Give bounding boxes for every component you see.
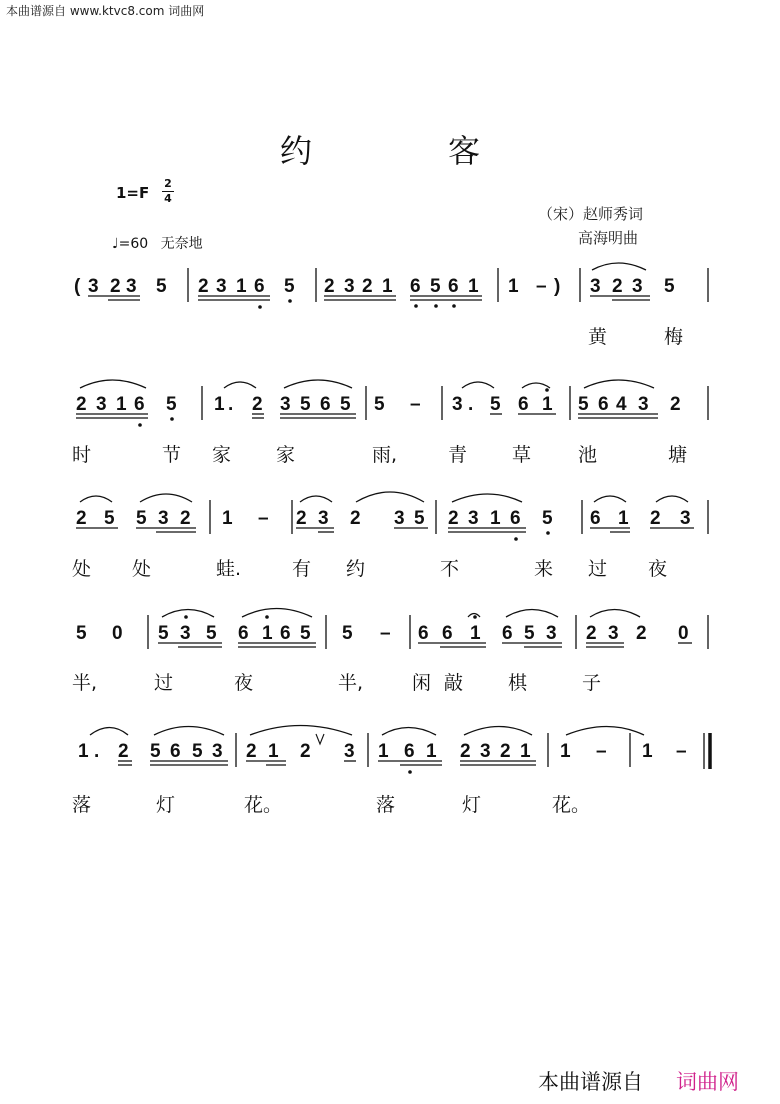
svg-text:–: –: [536, 276, 547, 297]
svg-text:6: 6: [598, 394, 609, 415]
svg-text:): ): [554, 276, 561, 297]
svg-text:2: 2: [460, 741, 471, 762]
svg-text:–: –: [410, 394, 421, 415]
lyric-4-4: 半,: [338, 672, 364, 694]
score-line-3: [76, 492, 708, 534]
svg-text:5: 5: [578, 394, 589, 415]
svg-text:2: 2: [362, 276, 373, 297]
svg-text:1: 1: [560, 741, 571, 762]
svg-text:5: 5: [490, 394, 501, 415]
svg-text:6: 6: [418, 623, 429, 644]
svg-text:1: 1: [490, 508, 501, 529]
lyric-2-2: 节: [162, 444, 182, 466]
svg-text:1: 1: [262, 623, 273, 644]
svg-text:5: 5: [542, 508, 553, 529]
lyric-3-4: 有: [292, 558, 312, 580]
svg-text:2: 2: [246, 741, 257, 762]
svg-text:6: 6: [410, 276, 421, 297]
svg-text:2: 2: [612, 276, 623, 297]
svg-text:2: 2: [252, 394, 263, 415]
svg-text:3: 3: [546, 623, 557, 644]
lyric-4-2: 过: [154, 672, 174, 694]
svg-text:1: 1: [470, 623, 481, 644]
svg-text:3: 3: [318, 508, 329, 529]
svg-text:6: 6: [280, 623, 291, 644]
svg-text:3: 3: [680, 508, 691, 529]
svg-text:1: 1: [468, 276, 479, 297]
svg-text:2: 2: [110, 276, 121, 297]
lyric-3-7: 来: [534, 558, 554, 580]
svg-text:5: 5: [76, 623, 87, 644]
lyric-2-6: 青: [448, 444, 468, 466]
lyric-4-5: 闲: [412, 672, 432, 694]
score-line-5-notes: [78, 741, 687, 774]
svg-text:3: 3: [638, 394, 649, 415]
svg-text:–: –: [380, 623, 391, 644]
svg-text:0: 0: [678, 623, 689, 644]
svg-text:6: 6: [320, 394, 331, 415]
svg-text:6: 6: [448, 276, 459, 297]
svg-text:1: 1: [618, 508, 629, 529]
svg-text:1: 1: [116, 394, 127, 415]
lyric-5-4: 落: [376, 794, 396, 816]
svg-text:6: 6: [442, 623, 453, 644]
svg-text:2: 2: [448, 508, 459, 529]
svg-text:1: 1: [222, 508, 233, 529]
svg-text:3: 3: [344, 276, 355, 297]
svg-text:5: 5: [340, 394, 351, 415]
svg-text:–: –: [596, 741, 607, 762]
lyric-3-1: 处: [72, 558, 92, 580]
svg-text:5: 5: [104, 508, 115, 529]
svg-text:5: 5: [150, 741, 161, 762]
svg-text:.: .: [468, 394, 474, 415]
svg-text:5: 5: [284, 276, 295, 297]
lyric-3-5: 约: [346, 558, 366, 580]
svg-text:2: 2: [636, 623, 647, 644]
svg-text:3: 3: [590, 276, 601, 297]
svg-text:2: 2: [180, 508, 191, 529]
svg-text:2: 2: [300, 741, 311, 762]
svg-text:5: 5: [664, 276, 675, 297]
tempo-value: ♩=60: [112, 236, 149, 252]
footer-source: 本曲谱源自: [538, 1070, 643, 1094]
svg-text:5: 5: [166, 394, 177, 415]
svg-text:1: 1: [508, 276, 519, 297]
svg-text:3: 3: [280, 394, 291, 415]
svg-text:2: 2: [500, 741, 511, 762]
svg-text:1: 1: [378, 741, 389, 762]
svg-text:6: 6: [590, 508, 601, 529]
lyric-3-6: 不: [440, 558, 460, 580]
svg-text:.: .: [94, 741, 100, 762]
svg-text:1: 1: [78, 741, 89, 762]
svg-text:1: 1: [642, 741, 653, 762]
key-signature: 1=F: [116, 184, 150, 202]
svg-text:3: 3: [96, 394, 107, 415]
svg-text:2: 2: [586, 623, 597, 644]
score-line-5: [90, 726, 710, 770]
svg-text:6: 6: [518, 394, 529, 415]
svg-text:5: 5: [524, 623, 535, 644]
svg-text:6: 6: [134, 394, 145, 415]
lyric-1-1: 黄: [588, 326, 608, 348]
lyric-4-7: 棋: [508, 672, 528, 694]
svg-text:6: 6: [502, 623, 513, 644]
svg-text:6: 6: [170, 741, 181, 762]
svg-text:5: 5: [206, 623, 217, 644]
svg-text:5: 5: [158, 623, 169, 644]
svg-text:3: 3: [394, 508, 405, 529]
svg-text:(: (: [74, 276, 81, 297]
svg-text:3: 3: [632, 276, 643, 297]
svg-text:2: 2: [350, 508, 361, 529]
lyric-3-9: 夜: [648, 558, 668, 580]
lyric-3-8: 过: [588, 558, 608, 580]
svg-text:5: 5: [192, 741, 203, 762]
svg-text:3: 3: [180, 623, 191, 644]
svg-text:2: 2: [76, 508, 87, 529]
lyric-1-2: 梅: [664, 326, 684, 348]
svg-text:5: 5: [136, 508, 147, 529]
time-signature-bottom: 4: [164, 192, 172, 205]
svg-text:2: 2: [324, 276, 335, 297]
time-signature-top: 2: [164, 177, 172, 190]
svg-text:2: 2: [650, 508, 661, 529]
score-line-2-notes: [76, 388, 681, 427]
title-char-2: 客: [448, 132, 481, 170]
lyric-2-4: 家: [276, 444, 296, 466]
svg-text:–: –: [258, 508, 269, 529]
svg-text:1: 1: [542, 394, 553, 415]
svg-text:5: 5: [414, 508, 425, 529]
svg-text:1: 1: [236, 276, 247, 297]
svg-text:2: 2: [118, 741, 129, 762]
svg-text:3: 3: [88, 276, 99, 297]
svg-text:5: 5: [430, 276, 441, 297]
svg-text:4: 4: [616, 394, 627, 415]
lyric-5-1: 落: [72, 794, 92, 816]
svg-text:6: 6: [510, 508, 521, 529]
lyricist-credit: （宋）赵师秀词: [538, 205, 644, 223]
composer-credit: 高海明曲: [578, 229, 639, 247]
svg-text:2: 2: [76, 394, 87, 415]
lyric-4-3: 夜: [234, 672, 254, 694]
svg-text:3: 3: [452, 394, 463, 415]
svg-text:3: 3: [480, 741, 491, 762]
svg-text:6: 6: [254, 276, 265, 297]
lyric-4-1: 半,: [72, 672, 98, 694]
lyric-5-6: 花。: [552, 794, 591, 816]
svg-text:6: 6: [238, 623, 249, 644]
lyric-4-8: 子: [582, 672, 602, 694]
svg-text:6: 6: [404, 741, 415, 762]
svg-text:1: 1: [382, 276, 393, 297]
svg-text:1: 1: [520, 741, 531, 762]
expression-marking: 无奈地: [160, 236, 203, 252]
lyric-2-8: 池: [578, 444, 598, 466]
svg-text:5: 5: [374, 394, 385, 415]
lyric-3-2: 处: [132, 558, 152, 580]
svg-text:3: 3: [212, 741, 223, 762]
score-line-3-notes: [76, 508, 691, 541]
svg-text:2: 2: [198, 276, 209, 297]
lyric-4-6: 敲: [444, 672, 464, 694]
title-char-1: 约: [280, 132, 313, 170]
score-line-4-notes: [76, 615, 689, 644]
svg-text:3: 3: [126, 276, 137, 297]
svg-text:2: 2: [296, 508, 307, 529]
lyric-2-5: 雨,: [372, 444, 398, 466]
lyric-3-3: 蛙.: [216, 558, 242, 580]
svg-text:3: 3: [158, 508, 169, 529]
svg-text:1: 1: [214, 394, 225, 415]
svg-text:1: 1: [268, 741, 279, 762]
lyric-2-1: 时: [72, 444, 92, 466]
footer-site-link[interactable]: 词曲网: [676, 1070, 739, 1094]
svg-text:5: 5: [156, 276, 167, 297]
svg-text:5: 5: [300, 623, 311, 644]
svg-text:1: 1: [426, 741, 437, 762]
svg-text:5: 5: [342, 623, 353, 644]
svg-text:3: 3: [344, 741, 355, 762]
svg-text:.: .: [228, 394, 234, 415]
lyric-5-2: 灯: [156, 794, 176, 816]
svg-text:3: 3: [468, 508, 479, 529]
svg-text:–: –: [676, 741, 687, 762]
svg-text:2: 2: [670, 394, 681, 415]
svg-text:5: 5: [300, 394, 311, 415]
lyric-2-7: 草: [512, 444, 532, 466]
lyric-5-5: 灯: [462, 794, 482, 816]
svg-text:3: 3: [216, 276, 227, 297]
score-line-1-notes: [74, 276, 675, 309]
lyric-5-3: 花。: [244, 794, 283, 816]
lyric-2-9: 塘: [668, 444, 688, 466]
header-text: 本曲谱源自 www.ktvc8.com 词曲网: [6, 4, 205, 18]
svg-text:0: 0: [112, 623, 123, 644]
lyric-2-3: 家: [212, 444, 232, 466]
svg-text:3: 3: [608, 623, 619, 644]
